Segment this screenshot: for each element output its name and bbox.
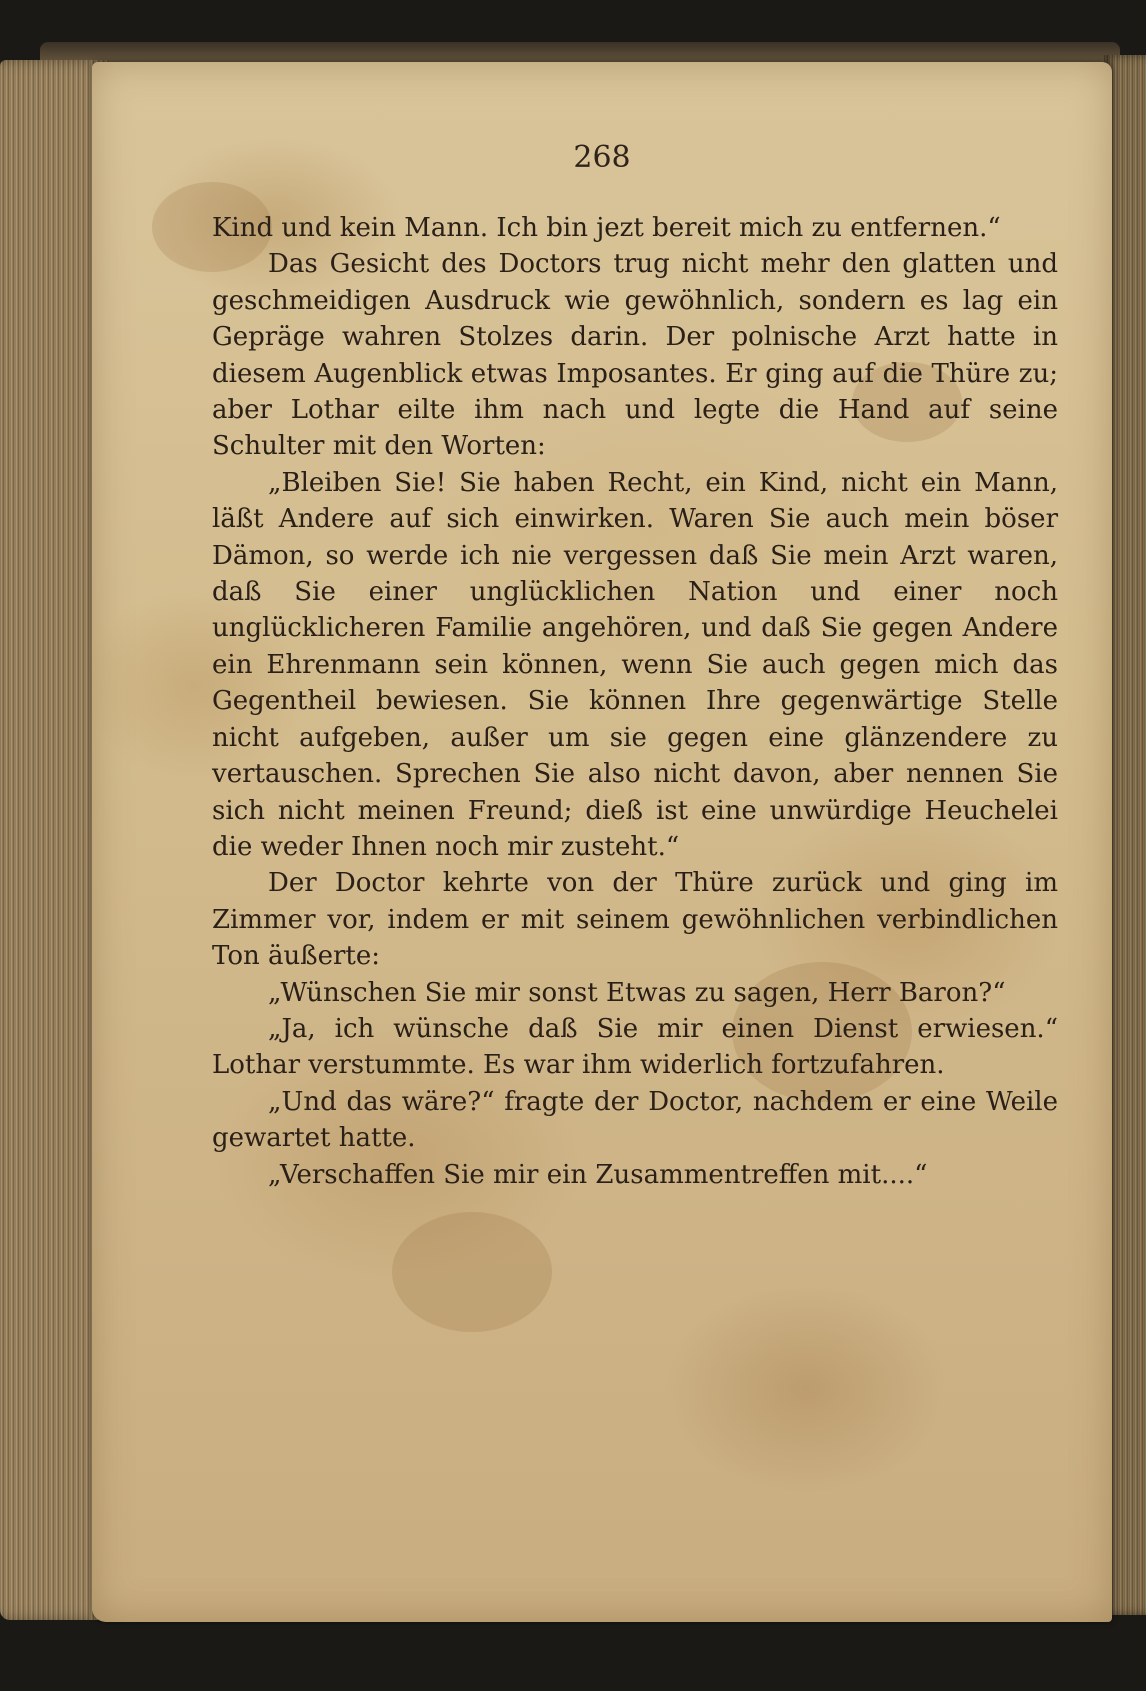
- paragraph: Kind und kein Mann. Ich bin jezt bereit mich zu entfernen.“: [212, 213, 1001, 243]
- paragraph: Der Doctor kehrte von der Thüre zurück und ging im Zimmer vor, indem er mit seinem gewöhnlichen verbindlichen Ton äußerte:: [212, 868, 1058, 972]
- body-text: [212, 210, 1058, 1193]
- paper-stain: [392, 1212, 552, 1332]
- paragraph: „Bleiben Sie! Sie haben Recht, ein Kind, nicht ein Mann, läßt Andere auf sich einwirken. Waren Sie auch mein böser Dämon, so werde ich nie vergessen daß Sie mein Arzt waren, daß Sie einer unglücklichen Nation und einer noch unglücklicheren Familie angehören, und daß Sie gegen Andere ein Ehrenmann sein können, wenn Sie auch gegen mich das Gegentheil bewiesen. Sie können Ihre gegenwärtige Stelle nicht aufgeben, außer um sie gegen eine glänzendere zu vertauschen. Sprechen Sie also nicht davon, aber nennen Sie sich nicht meinen Freund; dieß ist eine unwürdige Heuchelei die weder Ihnen noch mir zusteht.“: [212, 467, 1058, 862]
- paragraph: „Wünschen Sie mir sonst Etwas zu sagen, Herr Baron?“: [268, 977, 1006, 1008]
- book-page: [92, 62, 1112, 1622]
- paragraph: „Verschaffen Sie mir ein Zusammentreffen mit....“: [268, 1159, 928, 1190]
- page-number: 268: [573, 140, 631, 175]
- paragraph: „Ja, ich wünsche daß Sie mir einen Dienst erwiesen.“ Lothar verstummte. Es war ihm widerlich fortzufahren.: [212, 1013, 1058, 1081]
- paragraph: „Und das wäre?“ fragte der Doctor, nachdem er eine Weile gewartet hatte.: [212, 1086, 1058, 1154]
- paragraph: Das Gesicht des Doctors trug nicht mehr den glatten und geschmeidigen Ausdruck wie gewöhnlich, sondern es lag ein Gepräge wahren Stolzes darin. Der polnische Arzt hatte in diesem Augenblick etwas Imposantes. Er ging auf die Thüre zu; aber Lothar eilte ihm nach und legte die Hand auf seine Schulter mit den Worten:: [212, 249, 1058, 462]
